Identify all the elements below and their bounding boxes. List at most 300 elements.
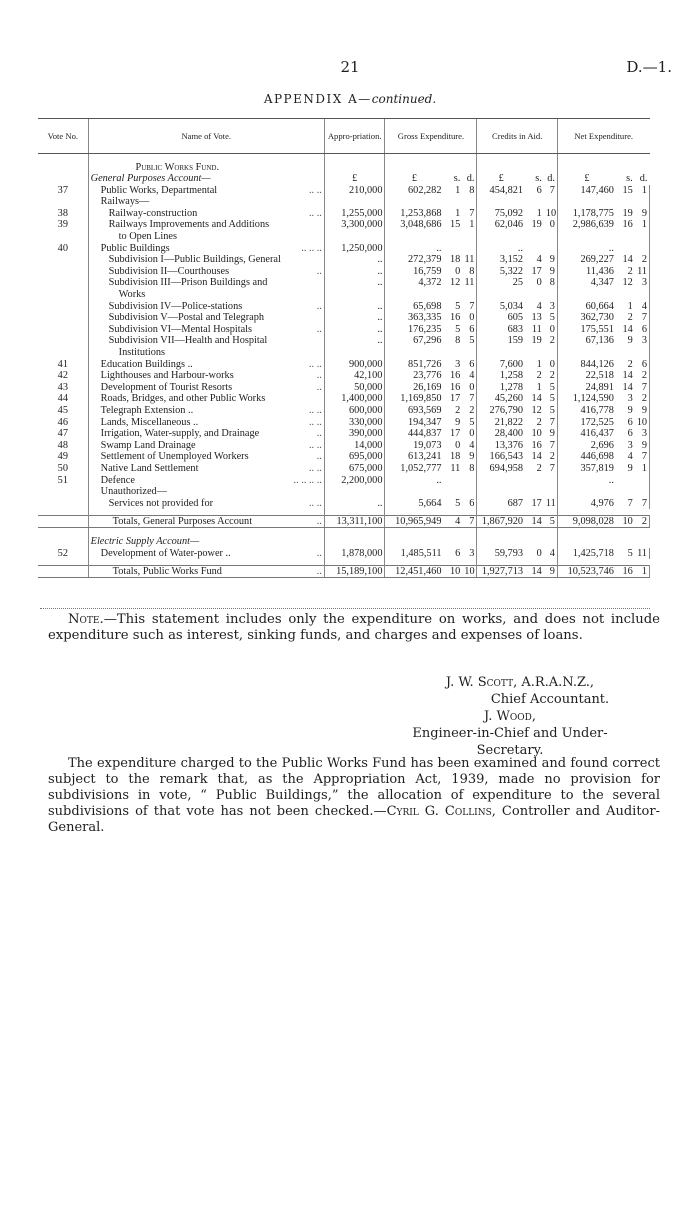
table-row [38,417,650,429]
vote-name [88,301,324,313]
gross-shillings: 4 [443,515,462,528]
credits-shillings: 0 [536,277,542,289]
vote-number: 38 [57,207,68,219]
appropriation-cell: 390,000 [324,428,385,440]
credits-pounds: 1,927,713 [477,565,525,578]
net-pence [635,475,650,487]
credits-shillings: 19 [531,219,542,231]
leader-dots: .. .. .. [301,242,322,254]
credits-shillings: 17 [531,497,542,509]
credits-pence: 5 [544,312,558,324]
credits-shillings: 14 [531,451,542,463]
gross-shillings: 2 [455,404,461,416]
net-pence: 9 [635,208,650,220]
vote-name-text: Railways— [100,196,150,208]
gross-shillings: 16 [450,370,461,382]
net-pence: 1 [635,565,650,578]
net-shillings: 16 [616,565,635,578]
vote-number [38,498,88,510]
vote-name-text: Services not provided for [108,497,214,509]
gross-pounds: 16,759 [385,266,444,278]
appropriation-cell: 675,000 [324,463,385,475]
net-pence [635,231,650,243]
credits-pence: 3 [544,301,558,313]
credits-shillings: 6 [536,184,542,196]
gross-pounds: 176,235 [385,324,444,336]
leader-dots: .. [316,515,322,527]
net-pence: 11 [635,266,650,278]
vote-number: 48 [57,439,68,451]
gross-shillings [443,347,462,359]
leader-dots: .. .. [308,497,322,509]
net-shillings [616,347,635,359]
units-row [38,173,650,185]
vote-name [88,393,324,405]
appendix-title [0,92,700,106]
gross-pence: 6 [462,359,477,371]
gross-pence [462,196,477,208]
net-shillings: 15 [622,184,633,196]
appropriation-cell: .. [324,254,385,266]
vote-name [88,428,324,440]
gross-pence [462,486,477,498]
vote-number: 40 [57,242,68,254]
vote-name-text: Lighthouses and Harbour-works [100,370,234,382]
credits-shillings [525,196,544,208]
table-header-row [38,119,650,154]
net-shillings: 2 [627,265,633,277]
leader-dots: .. .. [308,404,322,416]
signature-wood-name: J. Wood, [484,709,536,724]
net-pounds: 416,778 [557,405,616,417]
gross-shillings: 8 [455,335,461,347]
net-pence: 6 [635,359,650,371]
gross-pounds: 1,052,777 [385,463,444,475]
credits-pence: 2 [544,451,558,463]
leader-dots: .. [316,265,322,277]
credits-pounds: 75,092 [477,208,525,220]
vote-name [88,475,324,487]
table-row [38,289,650,301]
table-row [38,243,650,255]
table-row [38,486,650,498]
gross-shillings: 5 [455,497,461,509]
signature-wood-title: Engineer-in-Chief and Under-Secretary. [412,726,608,758]
vote-name-text: Development of Tourist Resorts [100,381,233,393]
net-pounds: 60,664 [557,301,616,313]
credits-shillings: 2 [536,370,542,382]
gross-shillings: 18 [450,254,461,266]
net-shillings: 14 [622,370,633,382]
gross-pence [462,231,477,243]
table-row [38,428,650,440]
net-shillings: 1 [627,300,633,312]
vote-number [38,324,88,336]
signature-scott [400,674,640,708]
net-shillings: 12 [622,277,633,289]
net-shillings: 14 [622,323,633,335]
gross-pence: 0 [462,382,477,394]
net-pounds [557,347,616,359]
vote-number: 42 [57,370,68,382]
vote-number [38,515,88,528]
credits-shillings: 17 [531,265,542,277]
net-pence: 3 [635,277,650,289]
note-text: —This statement includes only the expenditure on works, and does not include expenditure such as interest, sinking funds, and charges and expenses of loans. [48,612,660,643]
vote-name-text: Subdivision IV—Police-stations [108,300,243,312]
credits-pounds: 5,322 [477,266,525,278]
credits-pounds [477,231,525,243]
credits-pence: 2 [544,335,558,347]
appropriation-cell: 1,878,000 [324,548,385,560]
vote-name [88,451,324,463]
net-pounds: 24,891 [557,382,616,394]
credits-shillings: 1 [536,381,542,393]
credits-pounds: 1,258 [477,370,525,382]
document-reference: D.—1. [626,58,672,76]
net-pence [635,347,650,359]
gross-pence: 1 [462,219,477,231]
vote-name-text: Subdivision V—Postal and Telegraph [108,312,265,324]
credits-pounds: 687 [477,498,525,510]
vote-number: 49 [57,451,68,463]
credits-pence: 7 [544,417,558,429]
audit-signatory-title: , Controller and Auditor-General. [48,804,660,835]
vote-number: 44 [57,393,68,405]
credits-pounds: 28,400 [477,428,525,440]
credits-shillings: 11 [531,323,542,335]
net-shillings: 9 [627,462,633,474]
vote-name [88,498,324,510]
appendix-title-text: APPENDIX A— [263,92,372,106]
electric-supply-heading-text: Electric Supply Account— [90,535,200,547]
unit-gross-pounds: £ [385,173,444,185]
appropriation-cell [324,486,385,498]
vote-name-text: Settlement of Unemployed Workers [100,451,249,463]
col-appropriation: Appro-priation. [324,119,385,154]
gross-pounds: 444,837 [385,428,444,440]
credits-pounds: 1,278 [477,382,525,394]
gross-shillings: 11 [450,462,461,474]
credits-shillings: 13 [531,312,542,324]
gross-pounds: 23,776 [385,370,444,382]
leader-dots: .. [316,428,322,440]
vote-name [88,440,324,452]
net-pounds: 362,730 [557,312,616,324]
unit-net-pounds: £ [557,173,616,185]
credits-pence [544,486,558,498]
vote-number [38,277,88,289]
gross-pence: 9 [462,451,477,463]
gross-pence: 10 [462,565,477,578]
net-pence: 3 [635,428,650,440]
appropriation-cell: 42,100 [324,370,385,382]
net-pence: 7 [635,498,650,510]
appropriation-cell: .. [324,312,385,324]
credits-pounds: 454,821 [477,185,525,197]
unit-net-d: d. [639,173,648,185]
gross-pence: 8 [462,463,477,475]
net-pounds [557,231,616,243]
credits-pence: 2 [544,370,558,382]
vote-number [38,312,88,324]
credits-pence: 5 [544,405,558,417]
gross-pounds: 10,965,949 [385,515,444,528]
net-shillings: 9 [627,404,633,416]
gross-pounds: .. [385,475,444,487]
credits-pounds [477,486,525,498]
vote-name [88,243,324,255]
leader-dots: .. .. [308,358,322,370]
net-pence: 11 [635,548,650,560]
vote-number [38,486,88,498]
table-row [38,324,650,336]
electric-supply-heading [88,536,324,548]
credits-pounds: 59,793 [477,548,525,560]
table-row [38,498,650,510]
table-row [38,475,650,487]
vote-name-text: Education Buildings .. [100,358,193,370]
net-shillings: 3 [627,439,633,451]
net-pence: 1 [635,185,650,197]
gross-shillings [443,196,462,208]
vote-name [88,382,324,394]
gross-pounds: 194,347 [385,417,444,429]
gross-pounds: 851,726 [385,359,444,371]
vote-name-text: Works [118,289,146,301]
net-pence: 9 [635,440,650,452]
table-bottom-rule [40,608,650,609]
appropriation-cell: 2,200,000 [324,475,385,487]
credits-pence [544,243,558,255]
appendix-title-suffix: continued. [371,92,437,106]
net-pounds: 9,098,028 [557,515,616,528]
gross-pence: 7 [462,301,477,313]
vote-name-text: Public Works, Departmental [100,184,218,196]
gross-shillings: 3 [455,358,461,370]
fund-heading: Public Works Fund. [88,162,324,174]
gross-shillings [443,289,462,301]
credits-pence: 0 [544,219,558,231]
net-shillings [616,289,635,301]
gross-shillings: 15 [450,219,461,231]
net-shillings [616,475,635,487]
gross-pounds [385,289,444,301]
appropriation-cell [324,196,385,208]
credits-pounds: 1,867,920 [477,515,525,528]
net-pounds [557,196,616,208]
gross-pounds: 1,169,850 [385,393,444,405]
gross-shillings: 5 [455,323,461,335]
total-label-text: Totals, General Purposes Account [112,515,253,527]
vote-name [88,254,324,266]
credits-pence: 11 [545,497,556,509]
vote-number: 46 [57,416,68,428]
net-pence [635,243,650,255]
gross-pence [462,475,477,487]
gross-pounds: 1,485,511 [385,548,444,560]
vote-number [38,231,88,243]
net-pounds: 1,425,718 [557,548,616,560]
net-pounds: 10,523,746 [557,565,616,578]
vote-number: 50 [57,462,68,474]
leader-dots: .. [316,565,322,577]
credits-shillings: 14 [525,515,544,528]
net-pence: 9 [635,405,650,417]
gross-pence [462,243,477,255]
credits-shillings [525,289,544,301]
vote-name-text: Native Land Settlement [100,462,199,474]
net-pounds: 416,437 [557,428,616,440]
total-label-text: Totals, Public Works Fund [112,565,222,577]
appropriation-cell: .. [324,498,385,510]
net-shillings: 9 [627,335,633,347]
gross-shillings: 1 [455,184,461,196]
audit-signatory: Cyril G. Collins [386,804,492,819]
credits-pounds: 7,600 [477,359,525,371]
gross-shillings: 0 [455,439,461,451]
table-body [38,154,650,578]
table-row [38,219,650,231]
col-name-of-vote: Name of Vote. [88,119,324,154]
credits-shillings [525,231,544,243]
credits-pence: 7 [544,440,558,452]
net-pounds: 175,551 [557,324,616,336]
table-row [38,440,650,452]
net-pence [635,196,650,208]
table-row [38,405,650,417]
net-pounds: 4,976 [557,498,616,510]
note-paragraph [48,612,660,644]
vote-name [88,277,324,289]
net-pounds: .. [557,243,616,255]
vote-name [88,417,324,429]
vote-number [38,266,88,278]
gross-pence: 0 [462,428,477,440]
vote-name-text: Subdivision III—Prison Buildings and [108,277,268,289]
credits-pounds: 3,152 [477,254,525,266]
table-row [38,463,650,475]
appropriation-cell [324,289,385,301]
gross-pence: 5 [462,335,477,347]
gross-pounds: 67,296 [385,335,444,347]
credits-pence [544,196,558,208]
spacer-row [38,528,650,536]
gross-pence: 2 [462,405,477,417]
credits-pounds [477,475,525,487]
gross-pence: 6 [462,498,477,510]
table-row [38,451,650,463]
gross-shillings [443,243,462,255]
credits-shillings [525,486,544,498]
signature-scott-title: Chief Accountant. [490,692,610,707]
net-shillings [616,196,635,208]
vote-name [88,185,324,197]
appropriation-cell: 900,000 [324,359,385,371]
gross-pounds: 3,048,686 [385,219,444,231]
gross-pence: 8 [462,266,477,278]
credits-shillings: 16 [531,439,542,451]
credits-pence: 8 [544,277,558,289]
credits-shillings: 14 [525,565,544,578]
vote-name [88,208,324,220]
net-shillings: 2 [627,312,633,324]
vote-number: 45 [57,404,68,416]
gross-shillings [443,475,462,487]
appropriation-cell: 15,189,100 [324,565,385,578]
net-pence: 4 [635,301,650,313]
credits-pounds: 605 [477,312,525,324]
credits-pence [544,475,558,487]
net-pence [635,486,650,498]
gross-pounds: 5,664 [385,498,444,510]
net-pounds: .. [557,475,616,487]
appropriation-cell: .. [324,335,385,347]
appropriation-cell: 695,000 [324,451,385,463]
vote-number [38,565,88,578]
leader-dots: .. [316,547,322,559]
credits-pence [544,231,558,243]
unit-net-s: s. [626,173,633,185]
leader-dots: .. [316,370,322,382]
vote-name [88,312,324,324]
gross-shillings [443,231,462,243]
gross-pence: 3 [462,548,477,560]
net-pence: 3 [635,335,650,347]
credits-pence: 9 [544,565,558,578]
credits-pounds: .. [477,243,525,255]
credits-pence: 5 [544,382,558,394]
vote-name-text: Lands, Miscellaneous .. [100,416,199,428]
gross-shillings: 9 [455,416,461,428]
net-pounds: 147,460 [557,185,616,197]
credits-pounds: 694,958 [477,463,525,475]
credits-pounds: 159 [477,335,525,347]
credits-pounds [477,196,525,208]
leader-dots: .. .. .. .. [293,474,322,486]
gross-shillings: 12 [450,277,461,289]
gross-pounds: 602,282 [385,185,444,197]
table-row [38,312,650,324]
credits-pounds: 45,260 [477,393,525,405]
credits-pence: 0 [544,324,558,336]
appropriation-cell: 330,000 [324,417,385,429]
net-shillings: 6 [627,416,633,428]
gross-pence [462,347,477,359]
net-shillings: 10 [616,515,635,528]
credits-shillings: 0 [536,547,542,559]
col-credits-in-aid: Credits in Aid. [477,119,557,154]
unit-approp: £ [324,173,385,185]
vote-number [38,536,88,548]
vote-number [38,301,88,313]
net-pence: 7 [635,312,650,324]
gross-shillings: 16 [450,381,461,393]
vote-number [38,347,88,359]
appropriation-cell: 3,300,000 [324,219,385,231]
public-works-table [38,118,650,578]
credits-pence: 5 [544,393,558,405]
net-shillings: 4 [627,451,633,463]
fund-heading-row [38,162,650,174]
net-shillings: 5 [627,547,633,559]
appropriation-cell: 14,000 [324,440,385,452]
net-shillings [616,486,635,498]
audit-paragraph [48,756,660,836]
gross-pence: 8 [462,185,477,197]
net-shillings [616,243,635,255]
table-row [38,196,650,208]
